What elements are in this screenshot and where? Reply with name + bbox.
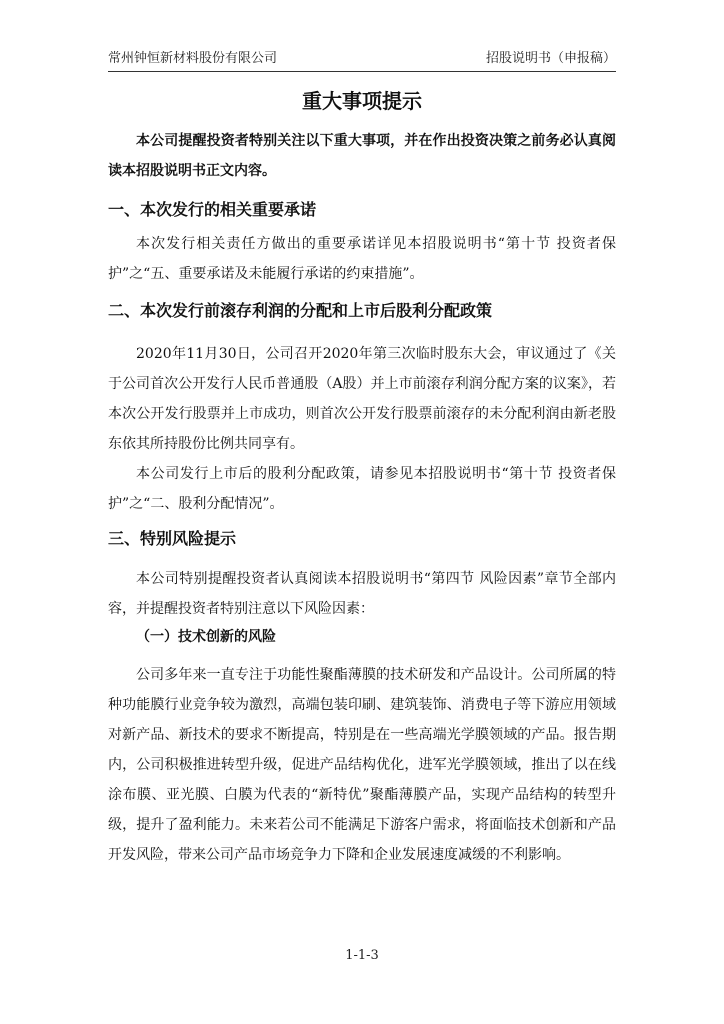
section-3-heading: 三、特别风险提示 (108, 529, 237, 548)
intro-paragraph: 本公司提醒投资者特别关注以下重大事项，并在作出投资决策之前务必认真阅读本招股说明书正文内容。 (108, 133, 616, 179)
subsection-3-1-body (108, 660, 616, 870)
header-divider (108, 71, 616, 72)
subsection-3-1-paragraph: 公司多年来一直专注于功能性聚酯薄膜的技术研发和产品设计。公司所属的特种功能膜行业竞争较为激烈，高端包装印刷、建筑装饰、消费电子等下游应用领域对新产品、新技术的要求不断提高，特别是在一些高端光学膜领域的产品。报告期内，公司积极推进转型升级，促进产品结构优化，进军光学膜领域，推出了以在线涂布膜、亚光膜、白膜为代表的“新特优”聚酯薄膜产品，实现产品结构的转型升级，提升了盈利能力。未来若公司不能满足下游客户需求，将面临技术创新和产品开发风险，带来公司产品市场竞争力下降和企业发展速度减缓的不利影响。 (108, 667, 616, 863)
subsection-3-1 (108, 626, 616, 648)
section-2-body (108, 339, 616, 519)
section-3-body (108, 564, 616, 624)
section-2-heading: 二、本次发行前滚存利润的分配和上市后股利分配政策 (108, 301, 493, 320)
section-2-paragraph-2: 本公司发行上市后的股利分配政策，请参见本招股说明书“第十节 投资者保护”之“二、股利分配情况”。 (108, 466, 616, 512)
section-1 (108, 198, 616, 222)
header-document-type: 招股说明书（申报稿） (485, 51, 616, 66)
section-1-heading: 一、本次发行的相关重要承诺 (108, 200, 317, 219)
header-company-name: 常州钟恒新材料股份有限公司 (108, 51, 278, 66)
section-2-paragraph-1: 2020年11月30日，公司召开2020年第三次临时股东大会，审议通过了《关于公司首次公开发行人民币普通股（A股）并上市前滚存利润分配方案的议案》，若本次公开发行股票并上市成功，则首次公开发行股票前滚存的未分配利润由新老股东依其所持股份比例共同享有。 (108, 346, 616, 452)
page-title: 重大事项提示 (302, 89, 422, 113)
subsection-3-1-heading: （一）技术创新的风险 (136, 629, 276, 645)
section-1-paragraph-1: 本次发行相关责任方做出的重要承诺详见本招股说明书“第十节 投资者保护”之“五、重要承诺及未能履行承诺的约束措施”。 (108, 236, 616, 282)
section-1-body (108, 229, 616, 289)
page-number: 1-1-3 (345, 948, 379, 963)
section-3-paragraph-1: 本公司特别提醒投资者认真阅读本招股说明书“第四节 风险因素”章节全部内容，并提醒投资者特别注意以下风险因素： (108, 571, 616, 617)
intro-block (108, 126, 616, 186)
section-2 (108, 299, 616, 323)
section-3 (108, 527, 616, 551)
